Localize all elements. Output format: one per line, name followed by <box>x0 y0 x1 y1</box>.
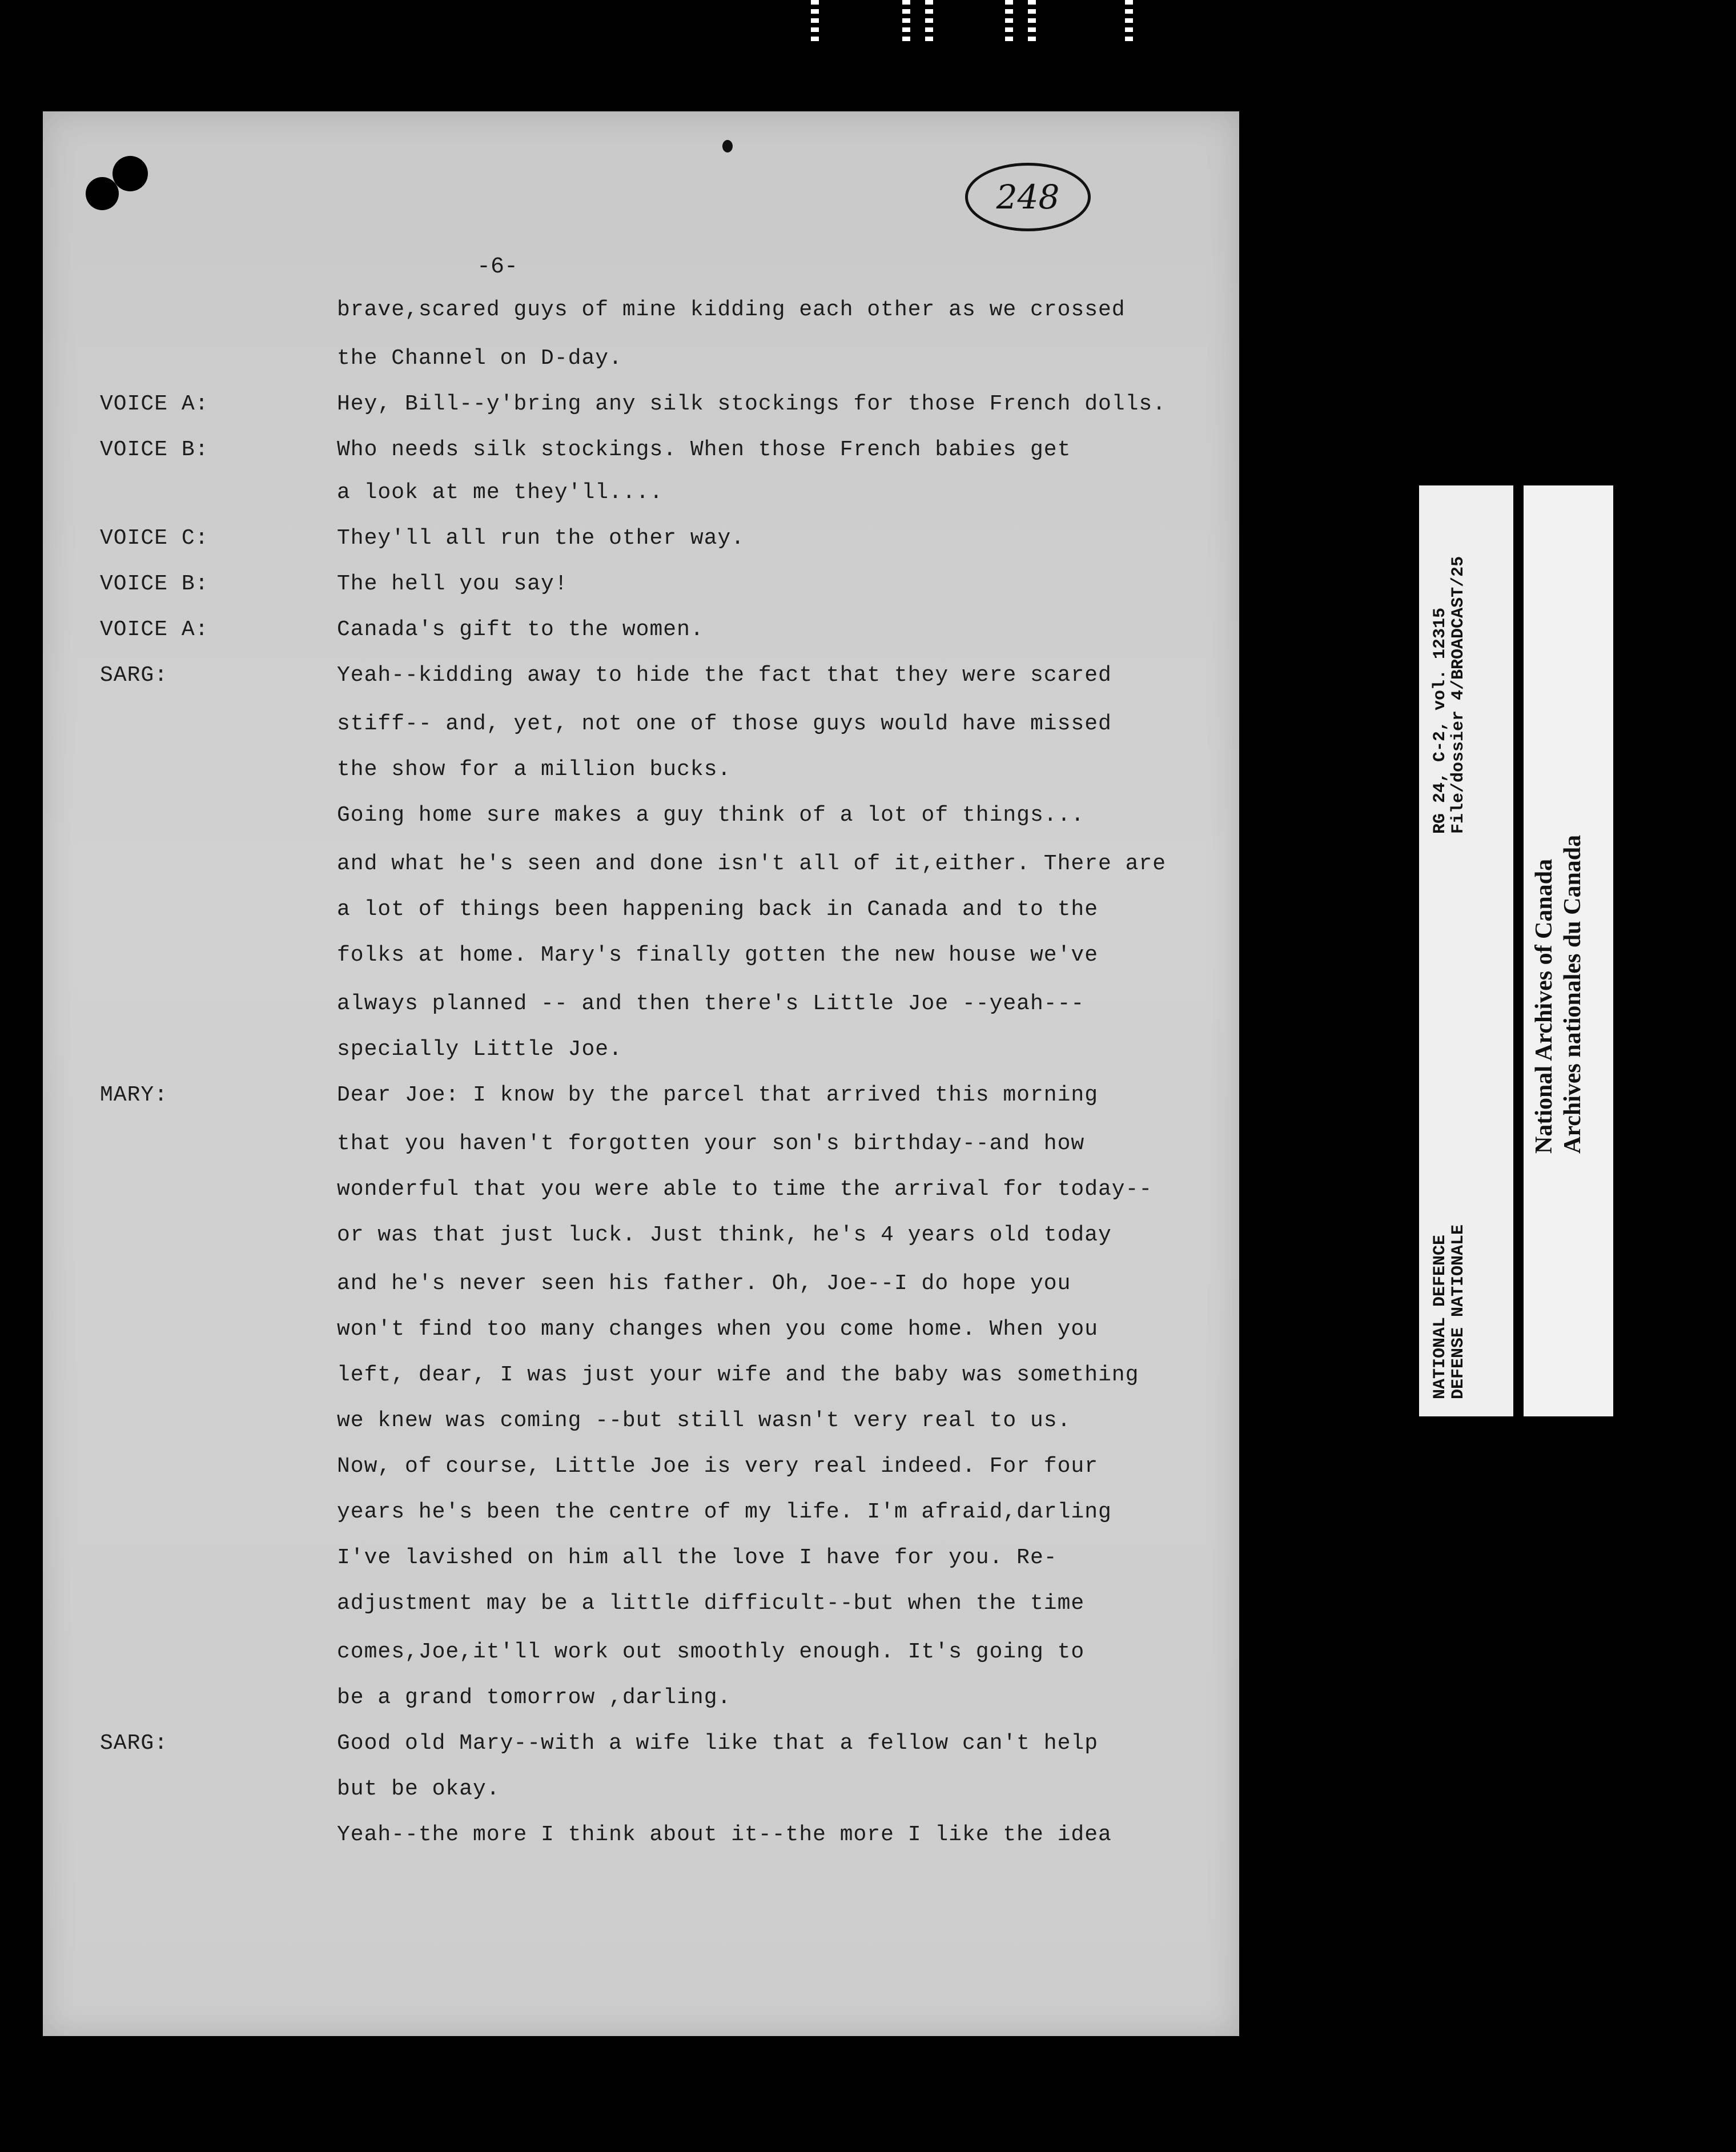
dialogue-text: specially Little Joe. <box>337 1037 622 1062</box>
dialogue-text: folks at home. Mary's finally gotten the new house we've <box>337 943 1099 967</box>
dialogue-text: be a grand tomorrow ,darling. <box>337 1685 732 1710</box>
dialogue-text: Canada's gift to the women. <box>337 617 704 642</box>
dialogue-text: a lot of things been happening back in Canada and to the <box>337 897 1099 922</box>
dialogue-text: that you haven't forgotten your son's birthday--and how <box>337 1131 1085 1156</box>
dialogue-text: or was that just luck. Just think, he's 4 years old today <box>337 1223 1112 1247</box>
speaker-label: VOICE A: <box>100 617 209 642</box>
typewritten-page <box>43 111 1239 2036</box>
punch-hole <box>86 177 119 210</box>
archives-label <box>1419 485 1613 1416</box>
dialogue-text: always planned -- and then there's Little Joe --yeah--- <box>337 991 1085 1016</box>
reference-line-1: RG 24, C-2, vol. 12315 <box>1430 607 1450 834</box>
archives-name-fr: Archives nationales du Canada <box>1560 834 1586 1154</box>
dialogue-text: wonderful that you were able to time the arrival for today-- <box>337 1177 1153 1202</box>
dialogue-text: the show for a million bucks. <box>337 757 732 782</box>
reference-line-2: File/dossier 4/BROADCAST/25 <box>1449 556 1468 834</box>
ink-speck <box>722 140 733 152</box>
label-reference-column <box>1419 485 1513 1416</box>
dialogue-text: the Channel on D-day. <box>337 346 622 371</box>
dialogue-text: The hell you say! <box>337 572 568 596</box>
speaker-label: SARG: <box>100 663 168 688</box>
dialogue-text: Dear Joe: I know by the parcel that arrived this morning <box>337 1083 1099 1107</box>
department-fr: DEFENSE NATIONALE <box>1449 1224 1468 1399</box>
dialogue-text: Going home sure makes a guy think of a lot of things... <box>337 803 1085 828</box>
dialogue-text: years he's been the centre of my life. I'm afraid,darling <box>337 1500 1112 1524</box>
speaker-label: VOICE B: <box>100 437 209 462</box>
dialogue-text: They'll all run the other way. <box>337 526 745 551</box>
dialogue-text: we knew was coming --but still wasn't very real to us. <box>337 1408 1071 1433</box>
dialogue-text: but be okay. <box>337 1777 500 1801</box>
punch-hole <box>112 156 148 191</box>
dialogue-text: Who needs silk stockings. When those French babies get <box>337 437 1071 462</box>
dialogue-text: Now, of course, Little Joe is very real indeed. For four <box>337 1454 1099 1479</box>
speaker-label: VOICE C: <box>100 526 209 551</box>
dialogue-text: Yeah--the more I think about it--the more I like the idea <box>337 1822 1112 1847</box>
speaker-label: VOICE B: <box>100 572 209 596</box>
department-en: NATIONAL DEFENCE <box>1430 1234 1450 1399</box>
speaker-label: VOICE A: <box>100 392 209 416</box>
dialogue-text: won't find too many changes when you come home. When you <box>337 1317 1099 1342</box>
dialogue-text: Yeah--kidding away to hide the fact that they were scared <box>337 663 1112 688</box>
dialogue-text: Good old Mary--with a wife like that a fellow can't help <box>337 1731 1099 1756</box>
speaker-label: SARG: <box>100 1731 168 1756</box>
film-frame-marks <box>788 0 1154 51</box>
dialogue-text: a look at me they'll.... <box>337 480 664 505</box>
archives-name-en: National Archives of Canada <box>1531 858 1557 1154</box>
label-archives-column <box>1524 485 1613 1416</box>
dialogue-text: I've lavished on him all the love I have for you. Re- <box>337 1545 1058 1570</box>
dialogue-text: Hey, Bill--y'bring any silk stockings for those French dolls. <box>337 392 1167 416</box>
page-number: -6- <box>477 254 519 280</box>
dialogue-text: brave,scared guys of mine kidding each other as we crossed <box>337 298 1126 322</box>
label-divider <box>1513 485 1524 1416</box>
dialogue-text: comes,Joe,it'll work out smoothly enough. It's going to <box>337 1640 1085 1664</box>
dialogue-text: stiff-- and, yet, not one of those guys would have missed <box>337 712 1112 736</box>
dialogue-text: and he's never seen his father. Oh, Joe--I do hope you <box>337 1271 1071 1296</box>
speaker-label: MARY: <box>100 1083 168 1107</box>
dialogue-text: left, dear, I was just your wife and the baby was something <box>337 1363 1139 1387</box>
folio-number: 248 <box>965 163 1091 231</box>
dialogue-text: and what he's seen and done isn't all of it,either. There are <box>337 852 1167 876</box>
dialogue-text: adjustment may be a little difficult--but when the time <box>337 1591 1085 1616</box>
